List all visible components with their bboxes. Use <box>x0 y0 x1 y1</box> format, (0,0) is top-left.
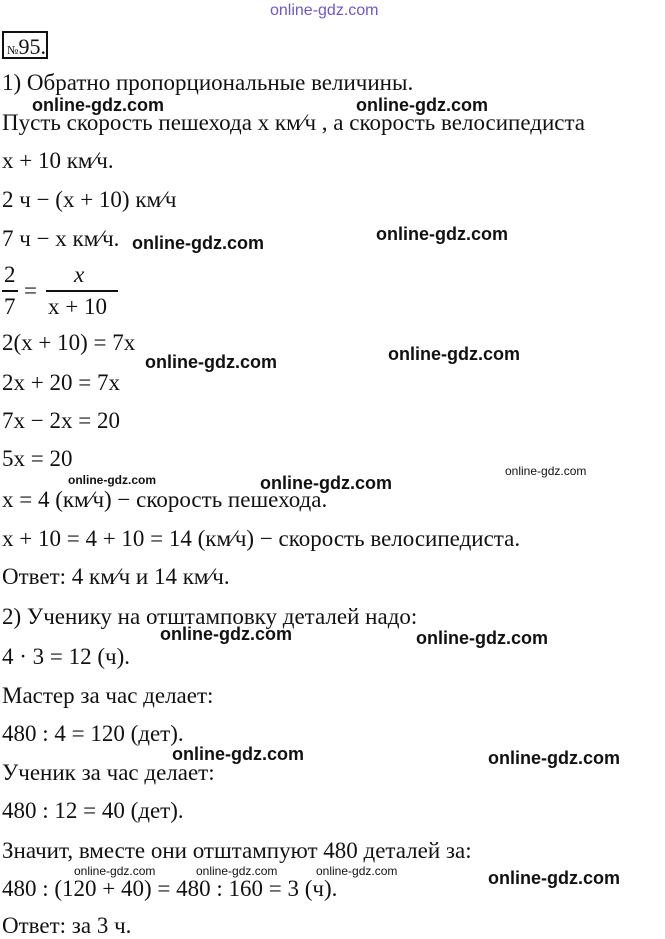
task-number: 95. <box>18 34 46 59</box>
part1-line-8: 7x − 2x = 20 <box>2 408 120 433</box>
part2-line-8: 480 : (120 + 40) = 480 : 160 = 3 (ч). <box>2 876 338 901</box>
watermark: online-gdz.com <box>356 95 488 115</box>
part1-answer: Ответ: 4 км⁄ч и 14 км⁄ч. <box>2 564 230 589</box>
right-fraction-denominator: x + 10 <box>48 294 107 319</box>
watermark: online-gdz.com <box>416 628 548 648</box>
part2-line-7: Значит, вместе они отштампуют 480 деталей за: <box>2 838 472 863</box>
equals-sign: = <box>24 278 37 303</box>
watermark: online-gdz.com <box>376 224 508 244</box>
watermark: online-gdz.com <box>505 464 587 478</box>
part1-heading: 1) Обратно пропорциональные величины. <box>2 70 414 95</box>
watermark: online-gdz.com <box>196 864 278 878</box>
part1-line-5: 7 ч − x км⁄ч. <box>2 226 120 251</box>
site-header-watermark: online-gdz.com <box>270 2 379 19</box>
watermark: online-gdz.com <box>172 744 304 764</box>
part1-line-2: Пусть скорость пешехода x км⁄ч , а скорость велосипедиста <box>2 110 586 135</box>
part1-line-6: 2(x + 10) = 7x <box>2 330 136 355</box>
watermark: online-gdz.com <box>74 864 156 878</box>
part2-line-5: Ученик за час делает: <box>2 760 215 785</box>
part2-heading: 2) Ученику на отштамповку деталей надо: <box>2 604 418 629</box>
part2-answer: Ответ: за 3 ч. <box>2 913 132 938</box>
left-fraction-denominator: 7 <box>4 294 16 319</box>
number-sign: № <box>7 43 19 57</box>
part2-line-3: Мастер за час делает: <box>2 683 214 708</box>
watermark: online-gdz.com <box>145 352 277 372</box>
part1-line-9: 5x = 20 <box>2 446 73 471</box>
part2-line-4: 480 : 4 = 120 (дет). <box>2 721 184 746</box>
watermark: online-gdz.com <box>388 344 520 364</box>
watermark: online-gdz.com <box>160 624 292 644</box>
watermark: online-gdz.com <box>488 748 620 768</box>
part1-line-3: x + 10 км⁄ч. <box>2 148 114 173</box>
watermark: online-gdz.com <box>132 233 264 253</box>
part1-line-7: 2x + 20 = 7x <box>2 370 120 395</box>
left-fraction-bar <box>2 290 18 292</box>
left-fraction-numerator: 2 <box>4 262 16 287</box>
watermark: online-gdz.com <box>260 473 392 493</box>
right-fraction-numerator: x <box>74 262 85 287</box>
watermark: online-gdz.com <box>68 473 156 487</box>
right-fraction-bar <box>46 290 118 292</box>
part2-line-2: 4 · 3 = 12 (ч). <box>2 644 131 669</box>
task-number-box <box>2 31 48 59</box>
watermark: online-gdz.com <box>316 864 398 878</box>
part2-line-6: 480 : 12 = 40 (дет). <box>2 798 184 823</box>
fraction-equation <box>2 262 132 322</box>
part1-line-4: 2 ч − (x + 10) км⁄ч <box>2 187 177 212</box>
watermark: online-gdz.com <box>32 95 164 115</box>
part1-line-10: x = 4 (км⁄ч) − скорость пешехода. <box>2 487 328 512</box>
watermark: online-gdz.com <box>488 868 620 888</box>
part1-line-11: x + 10 = 4 + 10 = 14 (км⁄ч) − скорость велосипедиста. <box>2 526 521 551</box>
